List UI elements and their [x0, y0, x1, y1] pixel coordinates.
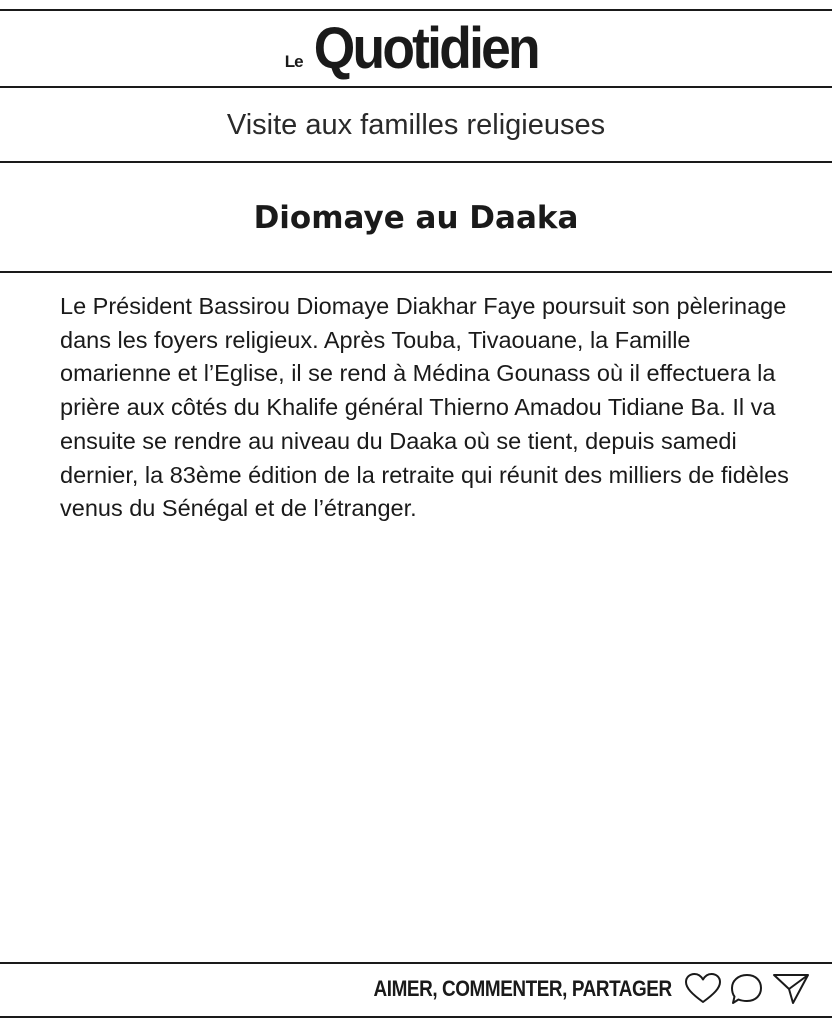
masthead-brand: Quotidien: [313, 16, 538, 81]
social-actions: [684, 972, 810, 1006]
comment-bubble-icon[interactable]: [728, 972, 766, 1006]
cta-text: AIMER, COMMENTER, PARTAGER: [373, 976, 672, 1001]
footer-bar: [0, 964, 832, 1016]
masthead-prefix: Le: [284, 52, 303, 71]
heart-icon[interactable]: [684, 972, 722, 1006]
section-kicker: Visite aux familles religieuses: [226, 109, 606, 141]
masthead-divider: [0, 86, 832, 88]
article-headline: Diomaye au Daaka: [253, 200, 579, 236]
article-body: Le Président Bassirou Diomaye Diakhar Faye poursuit son pèlerinage dans les foyers religieux. Après Touba, Tivaouane, la Famille omarienne et l’Eglise, il se rend à Médina Gounass où il effectuera la prière aux côtés du Khalife général Thierno Amadou Tidiane Ba. Il va ensuite se rendre au niveau du Daaka où se tient, depuis samedi dernier, la 83ème édition de la retraite qui réunit des milliers de fidèles venus du Sénégal et de l’étranger.: [60, 293, 789, 522]
masthead: [0, 14, 832, 84]
bottom-rule: [0, 1016, 832, 1018]
headline-divider: [0, 271, 832, 273]
top-rule: [0, 9, 832, 11]
send-arrow-icon[interactable]: [772, 972, 810, 1006]
kicker-divider: [0, 161, 832, 163]
